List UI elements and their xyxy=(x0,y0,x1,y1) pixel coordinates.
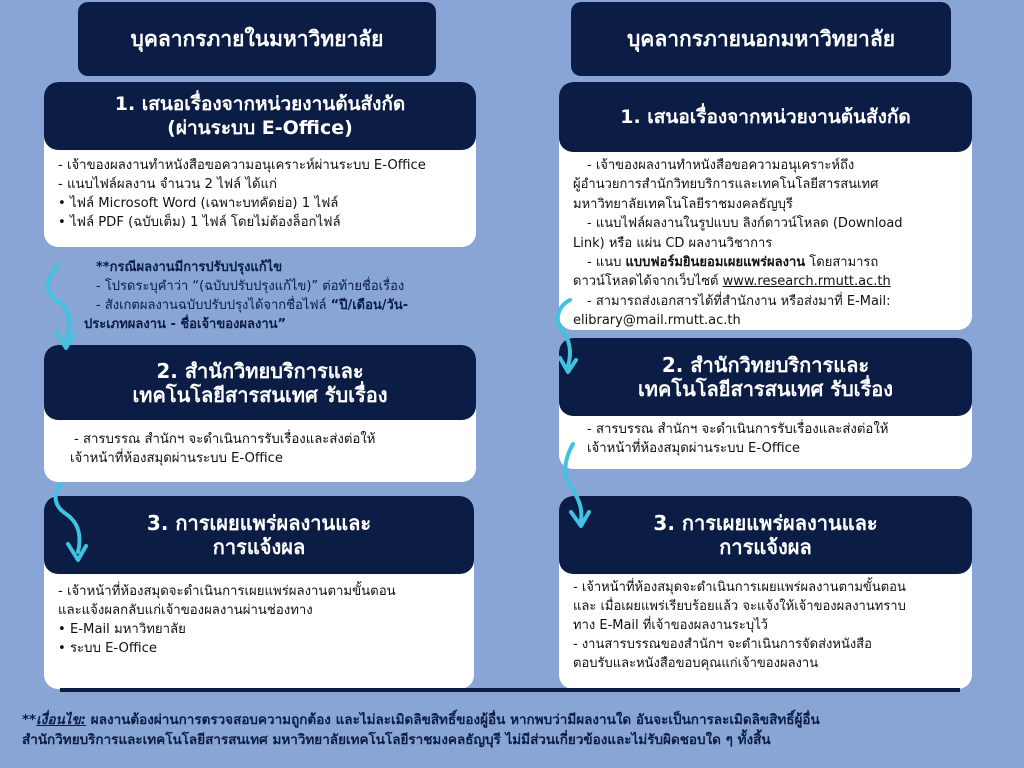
left-step1-body xyxy=(44,150,476,238)
right-step1-line: ผู้อำนวยการสำนักวิทยบริการและเทคโนโลยีสารสนเทศ xyxy=(573,177,879,193)
right-step1-line: มหาวิทยาลัยเทคโนโลยีราชมงคลธัญบุรี xyxy=(573,196,793,212)
left-step1-heading xyxy=(44,82,476,150)
right-step1-heading-line1: 1. เสนอเรื่องจากหน่วยงานต้นสังกัด xyxy=(620,106,911,128)
left-step2-heading xyxy=(44,345,476,420)
left-step1-card xyxy=(44,82,476,247)
right-step2-heading-line1: 2. สำนักวิทยบริการและ xyxy=(661,353,870,377)
right-step3-card xyxy=(559,496,972,689)
left-step2-line: เจ้าหน้าที่ห้องสมุดผ่านระบบ E-Office xyxy=(70,451,284,466)
footer-conditions xyxy=(22,710,1012,750)
research-website-link[interactable]: www.research.rmutt.ac.th xyxy=(722,274,891,290)
left-column-title-text: บุคลากรภายในมหาวิทยาลัย xyxy=(130,26,384,51)
revision-note-line: - สังเกตผลงานฉบับปรับปรุงได้จากชื่อไฟล์ “ปี/เดือน/วัน- xyxy=(96,298,409,313)
left-column-title xyxy=(78,2,436,76)
left-step2-heading-line1: 2. สำนักวิทยบริการและ xyxy=(156,358,364,383)
left-step1-heading-line2: (ผ่านระบบ E-Office) xyxy=(167,117,353,139)
curved-arrow-icon xyxy=(555,440,600,530)
right-step3-line: - งานสารบรรณของสำนักฯ จะดำเนินการจัดส่งหนังสือ xyxy=(573,637,872,652)
right-step1-line: - แนบ แบบฟอร์มยินยอมเผยแพร่ผลงาน โดยสามารถ xyxy=(587,255,879,271)
left-step1-bullet: • ไฟล์ Microsoft Word (เฉพาะบทคัดย่อ) 1 ไฟล์ xyxy=(58,196,339,211)
right-step1-line: - แนบไฟล์ผลงานในรูปแบบ ลิงก์ดาวน์โหลด (Download xyxy=(587,216,903,232)
left-step2-body xyxy=(44,420,476,474)
right-step1-body xyxy=(559,152,972,330)
conditions-label: เงื่อนไข: xyxy=(36,712,87,728)
right-step1-line: - เจ้าของผลงานทำหนังสือขอความอนุเคราะห์ถึง xyxy=(587,158,855,173)
right-step1-card xyxy=(559,82,972,330)
curved-arrow-icon xyxy=(48,480,98,570)
right-step3-body xyxy=(559,574,972,679)
left-step3-heading xyxy=(44,496,474,574)
footer-line: สำนักวิทยบริการและเทคโนโลยีสารสนเทศ มหาวิทยาลัยเทคโนโลยีราชมงคลธัญบุรี ไม่มีส่วนเกี่ยวข้องและไม่รับผิดชอบใด ๆ ทั้งสิ้น xyxy=(22,732,771,748)
left-step2-heading-line2: เทคโนโลยีสารสนเทศ รับเรื่อง xyxy=(132,382,388,407)
footer-divider xyxy=(60,688,960,692)
left-step3-heading-line2: การแจ้งผล xyxy=(212,535,306,559)
left-revision-note xyxy=(84,258,496,334)
right-step2-body xyxy=(559,416,972,464)
footer-line: **เงื่อนไข: ผลงานต้องผ่านการตรวจสอบความถูกต้อง และไม่ละเมิดลิขสิทธิ์ของผู้อื่น หากพบว่ามีผลงานใด อันจะเป็นการละเมิดลิขสิทธิ์ผู้อื่น xyxy=(22,712,820,728)
left-step1-heading-line1: 1. เสนอเรื่องจากหน่วยงานต้นสังกัด xyxy=(114,93,406,115)
left-step1-line: - แนบไฟล์ผลงาน จำนวน 2 ไฟล์ ได้แก่ xyxy=(58,177,278,192)
right-step1-line: ดาวน์โหลดได้จากเว็บไซต์ www.research.rmutt.ac.th xyxy=(573,274,891,290)
right-step1-line: - สามารถส่งเอกสารได้ที่สำนักงาน หรือส่งมาที่ E-Mail: xyxy=(587,293,891,309)
library-email: elibrary@mail.rmutt.ac.th xyxy=(573,313,741,329)
revision-note-title: **กรณีผลงานมีการปรับปรุงแก้ไข xyxy=(96,260,283,275)
left-step2-card xyxy=(44,345,476,482)
left-step2-line: - สารบรรณ สำนักฯ จะดำเนินการรับเรื่องและส่งต่อให้ xyxy=(74,432,376,447)
left-step1-line: - เจ้าของผลงานทำหนังสือขอความอนุเคราะห์ผ่านระบบ E-Office xyxy=(58,158,426,173)
left-step3-heading-line1: 3. การเผยแพร่ผลงานและ xyxy=(146,511,372,535)
right-step3-heading-line2: การแจ้งผล xyxy=(719,535,812,559)
right-step2-line: เจ้าหน้าที่ห้องสมุดผ่านระบบ E-Office xyxy=(587,441,801,456)
left-step3-bullet: • E-Mail มหาวิทยาลัย xyxy=(58,622,186,637)
left-step3-bullet: • ระบบ E-Office xyxy=(58,641,158,656)
curved-arrow-icon xyxy=(40,262,90,362)
right-step3-line: และ เมื่อเผยแพร่เรียบร้อยแล้ว จะแจ้งให้เจ้าของผลงานทราบ xyxy=(573,599,906,614)
revision-note-line: ประเภทผลงาน - ชื่อเจ้าของผลงาน” xyxy=(84,317,287,332)
left-step3-card xyxy=(44,496,474,689)
right-step3-line: ทาง E-Mail ที่เจ้าของผลงานระบุไว้ xyxy=(573,618,768,633)
right-step2-card xyxy=(559,338,972,469)
left-step3-body xyxy=(44,574,474,664)
right-step3-heading xyxy=(559,496,972,574)
right-step1-heading xyxy=(559,82,972,152)
right-step3-line: - เจ้าหน้าที่ห้องสมุดจะดำเนินการเผยแพร่ผลงานตามขั้นตอน xyxy=(573,580,906,595)
left-step3-line: - เจ้าหน้าที่ห้องสมุดจะดำเนินการเผยแพร่ผลงานตามขั้นตอน xyxy=(58,584,396,599)
right-step3-heading-line1: 3. การเผยแพร่ผลงานและ xyxy=(653,511,878,535)
right-column-title-text: บุคลากรภายนอกมหาวิทยาลัย xyxy=(626,26,896,51)
curved-arrow-icon xyxy=(548,296,588,376)
right-step2-heading xyxy=(559,338,972,416)
right-step2-line: - สารบรรณ สำนักฯ จะดำเนินการรับเรื่องและส่งต่อให้ xyxy=(587,422,889,437)
right-step2-heading-line2: เทคโนโลยีสารสนเทศ รับเรื่อง xyxy=(637,377,894,401)
right-step3-line: ตอบรับและหนังสือขอบคุณแก่เจ้าของผลงาน xyxy=(573,656,819,671)
right-column-title xyxy=(571,2,951,76)
left-step1-bullet: • ไฟล์ PDF (ฉบับเต็ม) 1 ไฟล์ โดยไม่ต้องล็อกไฟล์ xyxy=(58,215,341,230)
left-step3-line: และแจ้งผลกลับแก่เจ้าของผลงานผ่านช่องทาง xyxy=(58,603,313,618)
revision-note-line: - โปรดระบุคำว่า “(ฉบับปรับปรุงแก้ไข)” ต่อท้ายชื่อเรื่อง xyxy=(96,279,405,294)
right-step1-line: Link) หรือ แผ่น CD ผลงานวิชาการ xyxy=(573,235,773,251)
